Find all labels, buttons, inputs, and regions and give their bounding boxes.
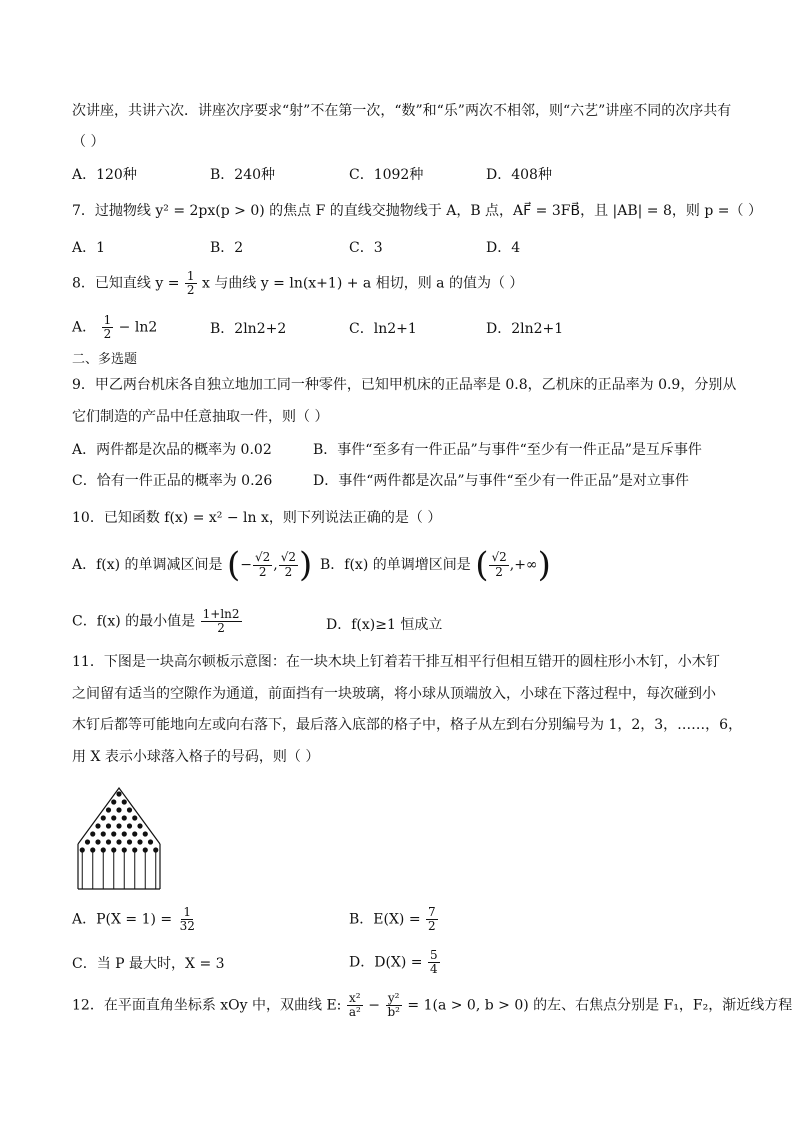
q8-option-b: B．2ln2+2 <box>210 321 287 337</box>
q10-option-b-frac <box>489 551 508 578</box>
galton-peg <box>80 847 85 852</box>
galton-peg <box>127 839 132 844</box>
q10-option-b-num: √2 <box>491 550 507 565</box>
q8-option-a-num: 1 <box>103 313 112 327</box>
q11-stem-line2: 之间留有适当的空隙作为通道，前面挡有一块玻璃，将小球从顶端放入，小球在下落过程中，每次碰到小 <box>72 686 716 702</box>
galton-peg <box>137 839 142 844</box>
q12-frac-y-num: y² <box>387 991 400 1005</box>
q9-stem-line2: 它们制造的产品中任意抽取一件，则（ ） <box>72 409 329 425</box>
q10-option-a-frac1 <box>253 551 272 578</box>
q11-option-a <box>72 906 198 933</box>
galton-peg <box>132 831 137 836</box>
galton-peg <box>106 839 111 844</box>
q10-option-b-den: 2 <box>495 564 503 579</box>
q8-stem-pre: 8．已知直线 y = <box>72 275 180 292</box>
galton-peg <box>132 815 137 820</box>
galton-peg <box>116 807 121 812</box>
q6-option-a: A．120种 <box>72 167 137 183</box>
galton-peg <box>85 839 90 844</box>
q10-option-b-pre: B．f(x) 的单调增区间是 <box>320 557 471 573</box>
q12-frac-y <box>385 992 402 1019</box>
q11-option-b-frac <box>426 906 438 933</box>
q11-option-d-frac <box>428 949 440 976</box>
q12-stem-post: = 1(a > 0, b > 0) 的左、右焦点分别是 F₁，F₂，渐近线方程 <box>407 997 793 1014</box>
q9-option-d: D．事件“两件都是次品”与事件“至少有一件正品”是对立事件 <box>313 473 689 489</box>
galton-peg <box>143 847 148 852</box>
q11-stem-line1: 11．下图是一块高尔顿板示意图：在一块木块上钉着若干排互相平行但相互错开的圆柱形小木钉，小木钉 <box>72 654 720 670</box>
q9-option-b: B．事件“至多有一件正品”与事件“至少有一件正品”是互斥事件 <box>313 442 702 458</box>
q12-frac-y-den: b² <box>387 1005 400 1020</box>
q10-option-a-minus: − <box>240 557 253 573</box>
galton-peg <box>101 815 106 820</box>
q10-option-a-frac2 <box>279 551 298 578</box>
q6-option-b: B．240种 <box>210 167 276 183</box>
q10-option-a-den2: 2 <box>284 564 293 579</box>
galton-peg <box>137 823 142 828</box>
q6-option-d: D．408种 <box>486 167 552 183</box>
galton-board-slots <box>82 850 156 889</box>
q10-option-a-pre: A．f(x) 的单调减区间是 <box>72 557 223 573</box>
galton-peg <box>143 831 148 836</box>
q8-slope-num: 1 <box>186 269 195 283</box>
galton-peg <box>127 807 132 812</box>
q8-option-c: C．ln2+1 <box>349 321 417 337</box>
q8-slope-den: 2 <box>186 283 195 298</box>
q11-stem-line3: 木钉后都等可能地向左或向右落下，最后落入底部的格子中，格子从左到右分别编号为 1，2，3，……，6， <box>72 717 743 733</box>
q11-option-a-pre: A．P(X = 1) = <box>72 911 173 928</box>
q10-option-b <box>320 545 551 585</box>
q7-stem: 7．过抛物线 y² = 2px(p > 0) 的焦点 F 的直线交抛物线于 A，B 点，AF⃗ = 3FB⃗，且 |AB| = 8，则 p =（ ） <box>72 203 762 219</box>
q12-minus: − <box>368 997 380 1014</box>
q10-option-c-num: 1+ln2 <box>202 607 240 621</box>
galton-peg <box>127 823 132 828</box>
q10-option-c-pre: C．f(x) 的最小值是 <box>72 613 196 630</box>
q8-option-a-post: − ln2 <box>118 319 158 336</box>
q10-stem: 10．已知函数 f(x) = x² − ln x，则下列说法正确的是（ ） <box>72 510 442 526</box>
q11-option-b <box>349 906 439 933</box>
q9-option-c: C．恰有一件正品的概率为 0.26 <box>72 473 273 489</box>
q9-stem-line1: 9．甲乙两台机床各自独立地加工同一种零件，已知甲机床的正品率是 0.8，乙机床的正品率为 0.9，分别从 <box>72 377 737 393</box>
q10-option-c <box>72 608 243 635</box>
galton-peg <box>111 831 116 836</box>
q10-option-b-post: ,+∞ <box>509 557 538 573</box>
galton-peg <box>106 807 111 812</box>
galton-peg <box>122 815 127 820</box>
section-heading-multi-choice: 二、多选题 <box>72 352 138 367</box>
q10-option-a-den1: 2 <box>258 564 267 579</box>
q7-option-c: C．3 <box>349 240 383 256</box>
q11-option-d-den: 4 <box>429 962 438 977</box>
galton-peg <box>95 823 100 828</box>
q11-option-b-pre: B．E(X) = <box>349 911 421 928</box>
galton-peg <box>122 847 127 852</box>
q11-option-a-den: 32 <box>179 919 195 934</box>
galton-peg <box>90 831 95 836</box>
galton-peg <box>132 847 137 852</box>
q8-slope-fraction <box>185 270 197 297</box>
q11-option-d-num: 5 <box>429 948 438 962</box>
galton-peg <box>111 815 116 820</box>
q8-option-d: D．2ln2+1 <box>486 321 564 337</box>
q11-option-d-pre: D．D(X) = <box>349 954 423 971</box>
q6-stem-line1: 次讲座，共讲六次．讲座次序要求“射”不在第一次，“数”和“乐”两次不相邻，则“六艺”讲座不同的次序共有 <box>72 103 732 119</box>
galton-peg <box>153 847 158 852</box>
q10-option-c-den: 2 <box>217 621 225 636</box>
galton-board-outline <box>78 788 160 889</box>
q12-stem-pre: 12．在平面直角坐标系 xOy 中，双曲线 E: <box>72 997 342 1014</box>
q8-option-a-den: 2 <box>103 327 112 342</box>
galton-peg <box>101 847 106 852</box>
galton-peg <box>106 823 111 828</box>
q11-option-b-num: 7 <box>428 905 436 919</box>
q10-option-b-lparen: ( <box>475 545 489 585</box>
galton-peg <box>111 847 116 852</box>
galton-peg <box>116 823 121 828</box>
q11-option-a-num: 1 <box>183 905 192 919</box>
galton-peg <box>116 791 121 796</box>
q12-frac-x-num: x² <box>349 991 361 1005</box>
q12-stem <box>72 992 792 1019</box>
q8-stem-post: x 与曲线 y = ln(x+1) + a 相切，则 a 的值为（ ） <box>202 275 524 292</box>
galton-peg <box>148 839 153 844</box>
q11-option-b-den: 2 <box>428 919 436 934</box>
q8-option-a-fraction <box>102 314 114 341</box>
galton-peg <box>122 831 127 836</box>
galton-peg <box>122 799 127 804</box>
q10-option-a-rparen: ) <box>299 545 313 585</box>
galton-board-figure <box>76 786 168 892</box>
q11-option-d <box>349 949 441 976</box>
galton-peg <box>111 799 116 804</box>
q10-option-a-comma: , <box>273 557 278 573</box>
q7-option-b: B．2 <box>210 240 244 256</box>
galton-board-pegs <box>80 791 159 852</box>
q10-option-a <box>72 545 313 585</box>
q10-option-a-num2: √2 <box>280 550 297 565</box>
q8-option-a <box>72 314 157 341</box>
q11-option-a-frac <box>178 906 197 933</box>
galton-peg <box>95 839 100 844</box>
q8-stem <box>72 270 523 297</box>
q12-frac-x-den: a² <box>348 1005 361 1020</box>
q6-option-c: C．1092种 <box>349 167 424 183</box>
q10-option-c-frac <box>201 608 242 635</box>
q10-option-a-lparen: ( <box>227 545 241 585</box>
galton-peg <box>101 831 106 836</box>
q10-option-a-num1: √2 <box>255 550 271 565</box>
q11-option-c: C．当 P 最大时，X = 3 <box>72 956 225 972</box>
q10-option-b-rparen: ) <box>537 545 551 585</box>
q7-option-d: D．4 <box>486 240 521 256</box>
q11-stem-line4: 用 X 表示小球落入格子的号码，则（ ） <box>72 749 320 765</box>
q12-frac-x <box>347 992 363 1019</box>
galton-peg <box>116 839 121 844</box>
galton-peg <box>90 847 95 852</box>
q10-option-d: D．f(x)≥1 恒成立 <box>326 617 443 633</box>
q6-stem-line2: （ ） <box>72 134 105 150</box>
q8-option-a-label: A． <box>72 319 97 336</box>
q9-option-a: A．两件都是次品的概率为 0.02 <box>72 442 272 458</box>
q7-option-a: A．1 <box>72 240 106 256</box>
